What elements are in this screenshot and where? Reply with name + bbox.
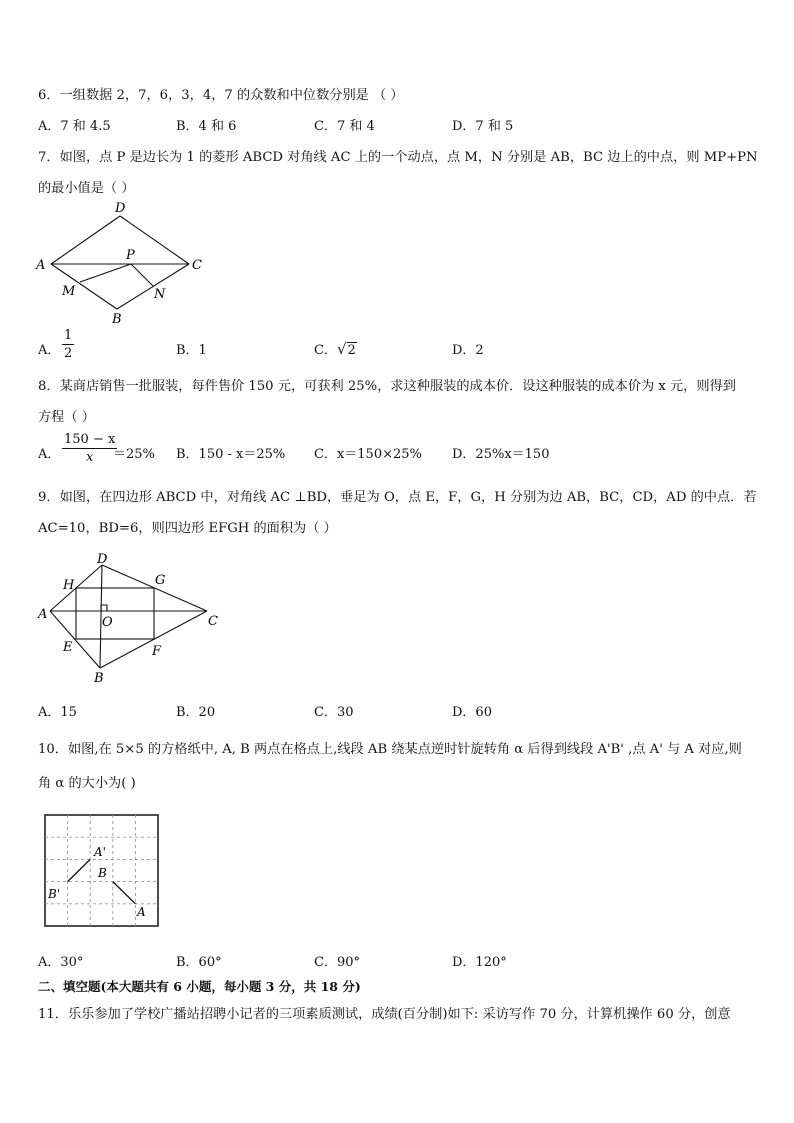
- q10-option-b: B．60°: [176, 955, 222, 970]
- q10-stem-line2: 角 α 的大小为( ): [38, 776, 136, 791]
- q8-stem-line2: 方程（ ）: [38, 410, 95, 425]
- q10-option-a: A．30°: [38, 955, 84, 970]
- q9-label-g: G: [155, 573, 166, 588]
- q7-edge-ad: [51, 216, 120, 264]
- q7-edge-bc: [117, 264, 189, 309]
- q7-label-p: P: [126, 248, 135, 263]
- q7-option-a-numerator: 1: [64, 328, 73, 343]
- q7-option-a-fraction: [62, 327, 74, 362]
- q8-option-b: B．150 - x＝25%: [176, 447, 286, 462]
- q9-rectangle-efgh: [76, 588, 154, 639]
- q8-option-a-denominator: x: [85, 450, 94, 465]
- q9-option-d: D．60: [452, 705, 492, 720]
- q9-label-c: C: [208, 614, 218, 629]
- q9-label-a: A: [38, 607, 48, 622]
- q9-right-angle-mark: [101, 605, 107, 611]
- sqrt-icon: √: [336, 340, 347, 358]
- q7-option-d: D．2: [452, 343, 484, 358]
- q9-stem-line2: AC=10，BD=6，则四边形 EFGH 的面积为（ ）: [38, 521, 337, 536]
- q9-label-e: E: [63, 640, 73, 655]
- q7-label-c: C: [192, 258, 202, 273]
- q7-segment-pn: [131, 264, 153, 286]
- q10-label-a: A: [137, 905, 146, 919]
- q6-option-a: A．7 和 4.5: [38, 119, 111, 134]
- q7-label-a: A: [36, 258, 46, 273]
- q8-option-d: D．25%x＝150: [452, 447, 550, 462]
- q10-label-b-prime: B': [48, 887, 61, 901]
- q7-option-c-radicand: 2: [347, 343, 356, 358]
- section-2-heading: 二、填空题(本大题共有 6 小题，每小题 3 分，共 18 分): [38, 979, 361, 994]
- q7-stem-line2: 的最小值是（ ）: [38, 181, 135, 196]
- q9-option-a: A．15: [38, 705, 77, 720]
- q10-label-b: B: [98, 866, 107, 880]
- q8-stem-line1: 8．某商店销售一批服装，每件售价 150 元，可获利 25%，求这种服装的成本价．设这种服装的成本价为 x 元，则得到: [38, 379, 736, 394]
- q7-stem-line1: 7．如图，点 P 是边长为 1 的菱形 ABCD 对角线 AC 上的一个动点，点 M，N 分别是 AB，BC 边上的中点，则 MP+PN: [38, 150, 758, 165]
- q7-label-d: D: [115, 201, 126, 216]
- q9-option-c: C．30: [314, 705, 354, 720]
- q8-option-a-prefix: A．: [38, 447, 61, 462]
- q10-label-a-prime: A': [94, 845, 106, 859]
- q8-option-a-numerator: 150 − x: [64, 432, 116, 447]
- q9-label-b: B: [94, 671, 104, 686]
- q8-option-c: C．x＝150×25%: [314, 447, 422, 462]
- q7-rhombus-figure: [30, 198, 210, 328]
- q7-label-m: M: [62, 284, 76, 299]
- q7-option-c-prefix: C．: [314, 343, 337, 358]
- q9-option-b: B．20: [176, 705, 216, 720]
- q9-label-o: O: [102, 615, 113, 630]
- q11-stem-line1: 11．乐乐参加了学校广播站招聘小记者的三项素质测试，成绩(百分制)如下: 采访写作 70 分，计算机操作 60 分，创意: [38, 1007, 731, 1022]
- q7-option-a-prefix: A．: [38, 343, 61, 358]
- q8-option-a-suffix: ＝25%: [113, 447, 155, 462]
- q7-option-b: B．1: [176, 343, 207, 358]
- q10-option-d: D．120°: [452, 955, 507, 970]
- q10-option-c: C．90°: [314, 955, 360, 970]
- q7-label-b: B: [112, 312, 122, 327]
- q7-option-a-denominator: 2: [64, 346, 73, 361]
- q9-quadrilateral-figure: [30, 548, 230, 688]
- q6-option-d: D．7 和 5: [452, 119, 514, 134]
- q9-label-h: H: [63, 578, 75, 593]
- q6-option-c: C．7 和 4: [314, 119, 375, 134]
- q9-label-f: F: [152, 644, 162, 659]
- q10-grid-figure: [40, 808, 162, 932]
- q10-segment-a1b1: [68, 859, 91, 881]
- q7-segment-mp: [80, 264, 131, 282]
- q6-option-b: B．4 和 6: [176, 119, 237, 134]
- q9-label-d: D: [97, 552, 108, 567]
- q6-stem: 6．一组数据 2，7，6，3，4，7 的众数和中位数分别是 （ ）: [38, 88, 404, 103]
- q7-edge-ab: [51, 264, 117, 309]
- q10-segment-ab: [113, 882, 136, 904]
- q10-stem-line1: 10．如图,在 5×5 的方格纸中, A, B 两点在格点上,线段 AB 绕某点逆时针旋转角 α 后得到线段 A'B' ,点 A' 与 A 对应,则: [38, 742, 742, 757]
- q9-stem-line1: 9．如图，在四边形 ABCD 中，对角线 AC ⊥BD，垂足为 O，点 E，F，G，H 分别为边 AB，BC，CD，AD 的中点．若: [38, 490, 757, 505]
- q7-option-c: [314, 339, 357, 358]
- q7-label-n: N: [154, 287, 166, 302]
- q8-option-a-fraction: [62, 431, 117, 466]
